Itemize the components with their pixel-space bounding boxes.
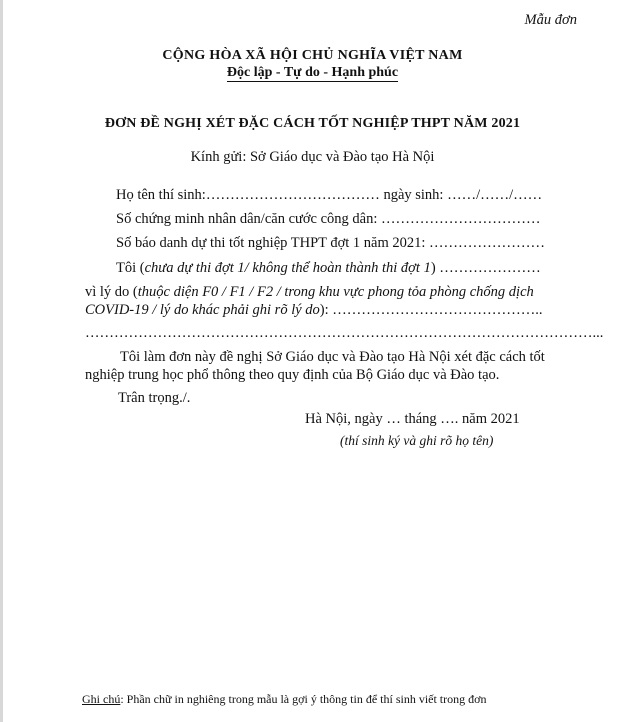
reason-suffix: ): <box>319 302 329 318</box>
page-edge <box>0 0 3 722</box>
reason-line-2 <box>85 302 543 319</box>
dob-label: ngày sinh: <box>383 187 444 203</box>
form-label: Mẫu đơn <box>524 12 577 28</box>
status-hint: chưa dự thi đợt 1/ không thể hoàn thành thi đợt 1 <box>144 260 431 276</box>
name-blank: ……………………………… <box>205 187 380 203</box>
request-paragraph-line-2: nghiệp trung học phổ thông theo quy định của Bộ Giáo dục và Đào tạo. <box>85 367 500 383</box>
national-motto <box>0 65 625 81</box>
motto-text: Độc lập - Tự do - Hạnh phúc <box>226 65 399 80</box>
reason-extra-blank: ……………………………………………………………………………………………... <box>85 325 604 341</box>
reason-hint-1: thuộc diện F0 / F1 / F2 / trong khu vực phong tỏa phòng chống dịch <box>137 284 534 300</box>
footnote-label: Ghi chú <box>82 692 121 706</box>
closing-regards: Trân trọng./. <box>118 390 191 406</box>
signature-instruction: (thí sinh ký và ghi rõ họ tên) <box>340 433 494 448</box>
sbd-label: Số báo danh dự thi tốt nghiệp THPT đợt 1 năm 2021: <box>116 235 426 251</box>
reason-line-1 <box>85 284 534 301</box>
status-line <box>116 260 541 277</box>
status-blank: ………………… <box>439 260 541 276</box>
document-title: ĐƠN ĐỀ NGHỊ XÉT ĐẶC CÁCH TỐT NGHIỆP THPT NĂM 2021 <box>104 116 521 131</box>
recipient-line: Kính gửi: Sở Giáo dục và Đào tạo Hà Nội <box>190 149 435 165</box>
sbd-blank: …………………… <box>429 235 546 251</box>
footnote <box>82 692 487 707</box>
candidate-number-line <box>116 235 545 252</box>
national-name: CỘNG HÒA XÃ HỘI CHỦ NGHĨA VIỆT NAM <box>162 48 463 63</box>
reason-hint-2: COVID-19 / lý do khác phải ghi rõ lý do <box>85 302 320 318</box>
date-line: Hà Nội, ngày … tháng …. năm 2021 <box>305 411 520 427</box>
name-label: Họ tên thí sinh: <box>116 187 206 203</box>
id-label: Số chứng minh nhân dân/căn cước công dân: <box>116 211 378 227</box>
reason-blank: …………………………………….. <box>332 302 543 318</box>
status-prefix: Tôi ( <box>116 260 145 276</box>
dob-blank: ……/……/…… <box>447 187 543 203</box>
request-paragraph-line-1: Tôi làm đơn này đề nghị Sở Giáo dục và Đào tạo Hà Nội xét đặc cách tốt <box>120 349 545 365</box>
name-dob-line <box>116 187 542 204</box>
id-blank: …………………………… <box>381 211 541 227</box>
status-suffix: ) <box>430 260 436 276</box>
footnote-text: : Phần chữ in nghiêng trong mẫu là gợi ý thông tin để thí sinh viết trong đơn <box>120 692 487 706</box>
id-number-line <box>116 211 541 228</box>
reason-prefix: vì lý do ( <box>85 284 138 300</box>
